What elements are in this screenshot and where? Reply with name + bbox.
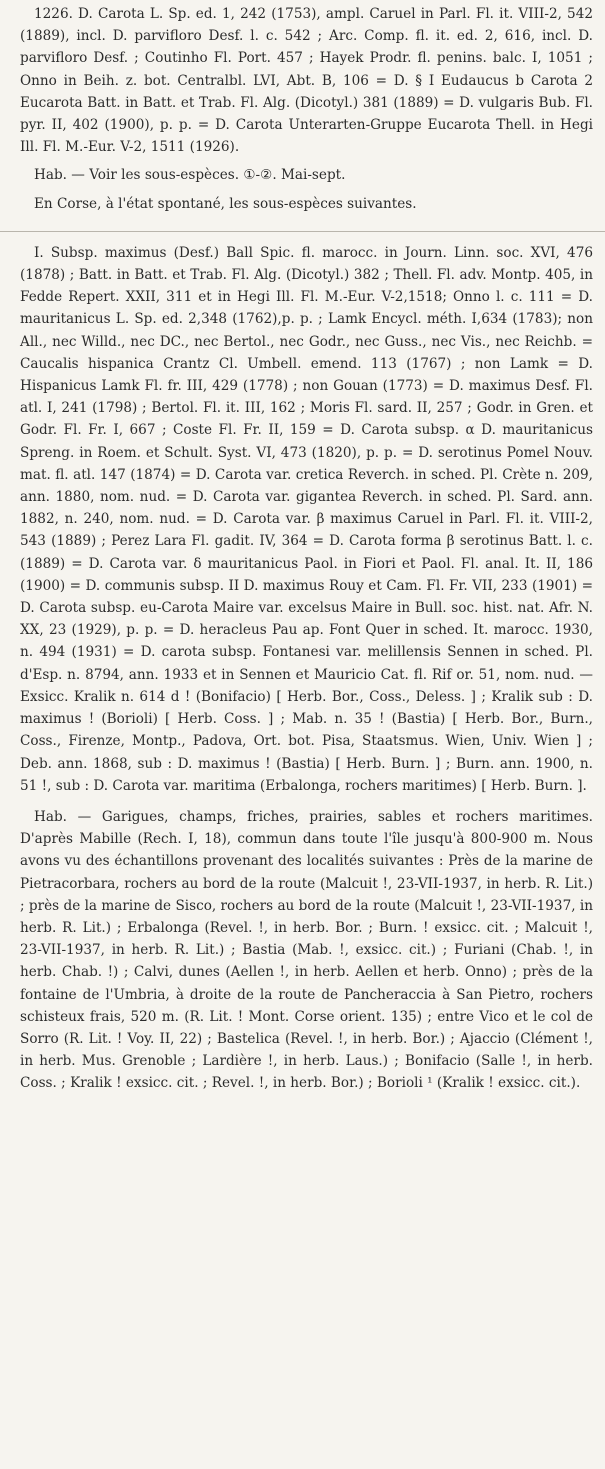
habitat-maximus: Hab. — Garigues, champs, friches, prairies, sables et rochers maritimes. D'après Mabille (Rech. I, 18), commun dans toute l'île jusqu'à 800-900 m. Nous avons vu des échantillons provenant des localités suivantes : Près de la marine de Pietracorbara, rochers au bord de la route (Malcuit !, 23-VII-1937, in herb. R. Lit.) ; près de la marine de Sisco, rochers au bord de la route (Malcuit !, 23-VII-1937, in herb. R. Lit.) ; Erbalonga (Revel. !, in herb. Bor. ; Burn. ! exsicc. cit. ; Malcuit !, 23-VII-1937, in herb. R. Lit.) ; Bastia (Mab. !, exsicc. cit.) ; Furiani (Chab. !, in herb. Chab. !) ; Calvi, dunes (Aellen !, in herb. Aellen et herb. Onno) ; près de la fontaine de l'Umbria, à droite de la route de Pancheraccia à San Pietro, rochers schisteux frais, 520 m. (R. Lit. ! Mont. Corse orient. 135) ; entre Vico et le col de Sorro (R. Lit. ! Voy. II, 22) ; Bastelica (Revel. !, in herb. Bor.) ; Ajaccio (Clément !, in herb. Mus. Grenoble ; Lardière !, in herb. Laus.) ; Bonifacio (Salle !, in herb. Coss. ; Kralik ! exsicc. cit. ; Revel. !, in herb. Bor.) ; Borioli ¹ (Kralik ! exsicc. cit.). (20, 808, 593, 1092)
subspecies-maximus: I. Subsp. maximus (Desf.) Ball Spic. fl. marocc. in Journ. Linn. soc. XVI, 476 (1878) ; Batt. in Batt. et Trab. Fl. Alg. (Dicotyl.) 382 ; Thell. Fl. adv. Montp. 405, in Fedde Repert. XXII, 311 et in Hegi Ill. Fl. M.-Eur. V-2,1518; Onno l. c. 111 = D. mauritanicus L. Sp. ed. 2,348 (1762),p. p. ; Lamk Encycl. méth. I,634 (1783); non All., nec Willd., nec DC., nec Bertol., nec Godr., nec Guss., nec Vis., nec Reichb. = Caucalis hispanica Crantz Cl. Umbell. emend. 113 (1767) ; non Lamk = D. Hispanicus Lamk Fl. fr. III, 429 (1778) ; non Gouan (1773) = D. maximus Desf. Fl. atl. I, 241 (1798) ; Bertol. Fl. it. III, 162 ; Moris Fl. sard. II, 257 ; Godr. in Gren. et Godr. Fl. Fr. I, 667 ; Coste Fl. Fr. II, 159 = D. Carota subsp. α D. mauritanicus Spreng. in Roem. et Schult. Syst. VI, 473 (1820), p. p. = D. serotinus Pomel Nouv. mat. fl. atl. 147 (1874) = D. Carota var. cretica Reverch. in sched. Pl. Crète n. 209, ann. 1880, nom. nud. = D. Carota var. gigantea Reverch. in sched. Pl. Sard. ann. 1882, n. 240, nom. nud. = D. Carota var. β maximus Caruel in Parl. Fl. it. VIII-2, 543 (1889) ; Perez Lara Fl. gadit. IV, 364 = D. Carota forma β serotinus Batt. l. c. (1889) = D. Carota var. δ mauritanicus Paol. in Fiori et Paol. Fl. anal. It. II, 186 (1900) = D. communis subsp. II D. maximus Rouy et Cam. Fl. Fr. VII, 233 (1901) = D. Carota subsp. eu-Carota Maire var. excelsus Maire in Bull. soc. hist. nat. Afr. N. XX, 23 (1929), p. p. = D. heracleus Pau ap. Font Quer in sched. It. marocc. 1930, n. 494 (1931) = D. carota subsp. Fontanesi var. melillensis Sennen in sched. Pl. d'Esp. n. 8794, ann. 1933 et in Sennen et Mauricio Cat. fl. Rif or. 51, nom. nud. — Exsicc. Kralik n. 614 d ! (Bonifacio) [ Herb. Bor., Coss., Deless. ] ; Kralik sub : D. maximus ! (Borioli) [ Herb. Coss. ] ; Mab. n. 35 ! (Bastia) [ Herb. Bor., Burn., Coss., Firenze, Montp., Padova, Ort. bot. Pisa, Staatsmus. Wien, Univ. Wien ] ; Deb. ann. 1868, sub : D. maximus ! (Bastia) [ Herb. Burn. ] ; Burn. ann. 1900, n. 51 !, sub : D. Carota var. maritima (Erbalonga, rochers maritimes) [ Herb. Burn. ]. (20, 244, 593, 794)
separator (0, 231, 605, 232)
corsica-intro: En Corse, à l'état spontané, les sous-espèces suivantes. (34, 195, 417, 212)
species-entry-1226: 1226. D. Carota L. Sp. ed. 1, 242 (1753), ampl. Caruel in Parl. Fl. it. VIII-2, 542 (1889), incl. D. parvifloro Desf. l. c. 542 ; Arc. Comp. fl. it. ed. 2, 616, incl. D. parvifloro Desf. ; Coutinho Fl. Port. 457 ; Hayek Prodr. fl. penins. balc. I, 1051 ; Onno in Beih. z. bot. Centralbl. LVI, Abt. B, 106 = D. § I Eudaucus b Carota 2 Eucarota Batt. in Batt. et Trab. Fl. Alg. (Dicotyl.) 381 (1889) = D. vulgaris Bub. Fl. pyr. II, 402 (1900), p. p. = D. Carota Unterarten-Gruppe Eucarota Thell. in Hegi Ill. Fl. M.-Eur. V-2, 1511 (1926). (20, 6, 593, 156)
habitat-general: Hab. — Voir les sous-espèces. ①-②. Mai-sept. (34, 167, 346, 184)
